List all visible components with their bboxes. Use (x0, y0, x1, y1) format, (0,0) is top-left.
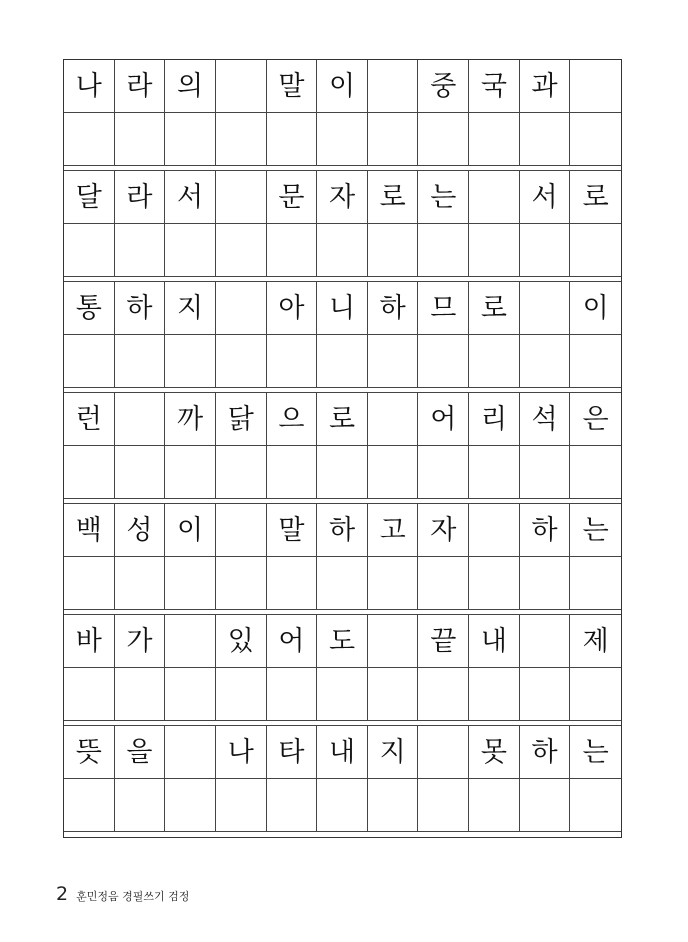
model-character-cell: 서 (165, 171, 216, 224)
model-character-cell: 아 (267, 282, 318, 335)
practice-cell[interactable] (317, 668, 368, 721)
practice-cell[interactable] (317, 779, 368, 832)
model-character-cell: 나 (64, 60, 115, 113)
practice-cell[interactable] (418, 224, 469, 277)
model-character-cell: 리 (469, 393, 520, 446)
practice-cell[interactable] (267, 335, 318, 388)
practice-cell[interactable] (64, 335, 115, 388)
writing-grid (63, 59, 622, 838)
model-character-cell (216, 504, 267, 557)
model-character-cell: 지 (165, 282, 216, 335)
model-character-cell: 어 (267, 615, 318, 668)
model-character-cell: 서 (520, 171, 571, 224)
model-character-cell: 로 (317, 393, 368, 446)
practice-cell[interactable] (317, 113, 368, 166)
model-character-cell: 는 (418, 171, 469, 224)
practice-cell[interactable] (368, 557, 419, 610)
model-character-cell: 말 (267, 60, 318, 113)
model-character-cell: 은 (570, 393, 621, 446)
practice-cell[interactable] (570, 224, 621, 277)
practice-cell[interactable] (267, 446, 318, 499)
practice-cell[interactable] (469, 113, 520, 166)
practice-cell[interactable] (64, 113, 115, 166)
practice-cell[interactable] (115, 557, 166, 610)
model-character-cell (520, 615, 571, 668)
model-character-cell: 달 (64, 171, 115, 224)
practice-cell[interactable] (165, 113, 216, 166)
model-character-cell: 하 (115, 282, 166, 335)
practice-cell[interactable] (64, 446, 115, 499)
model-character-cell (368, 393, 419, 446)
model-character-cell: 하 (317, 504, 368, 557)
model-character-cell: 제 (570, 615, 621, 668)
model-character-cell (368, 615, 419, 668)
practice-cell[interactable] (469, 446, 520, 499)
model-character-cell: 가 (115, 615, 166, 668)
model-text-row (64, 171, 621, 224)
practice-cell[interactable] (368, 224, 419, 277)
model-character-cell: 이 (165, 504, 216, 557)
practice-cell[interactable] (115, 446, 166, 499)
practice-cell[interactable] (418, 557, 469, 610)
line-block (64, 282, 621, 393)
line-block (64, 393, 621, 504)
model-character-cell: 문 (267, 171, 318, 224)
practice-row (64, 335, 621, 388)
practice-cell[interactable] (64, 224, 115, 277)
practice-cell[interactable] (469, 557, 520, 610)
practice-cell[interactable] (115, 113, 166, 166)
model-character-cell: 런 (64, 393, 115, 446)
practice-cell[interactable] (64, 668, 115, 721)
model-character-cell (216, 60, 267, 113)
model-character-cell: 로 (469, 282, 520, 335)
model-character-cell: 을 (115, 726, 166, 779)
practice-cell[interactable] (64, 557, 115, 610)
model-character-cell: 이 (570, 282, 621, 335)
model-character-cell: 라 (115, 171, 166, 224)
model-character-cell: 므 (418, 282, 469, 335)
model-character-cell (469, 171, 520, 224)
practice-row (64, 113, 621, 166)
model-character-cell: 바 (64, 615, 115, 668)
model-character-cell: 하 (520, 504, 571, 557)
practice-cell[interactable] (520, 224, 571, 277)
model-character-cell: 타 (267, 726, 318, 779)
model-text-row (64, 282, 621, 335)
model-character-cell: 하 (520, 726, 571, 779)
model-character-cell (165, 726, 216, 779)
model-character-cell (520, 282, 571, 335)
practice-row (64, 668, 621, 721)
line-block (64, 60, 621, 171)
practice-cell[interactable] (570, 113, 621, 166)
model-character-cell: 내 (469, 615, 520, 668)
practice-cell[interactable] (418, 446, 469, 499)
model-character-cell: 는 (570, 726, 621, 779)
practice-cell[interactable] (418, 779, 469, 832)
practice-cell[interactable] (267, 113, 318, 166)
practice-cell[interactable] (64, 779, 115, 832)
page-footer (56, 883, 189, 905)
model-text-row (64, 393, 621, 446)
page-number: 2 (56, 883, 69, 905)
practice-cell[interactable] (317, 224, 368, 277)
model-character-cell: 성 (115, 504, 166, 557)
model-character-cell: 백 (64, 504, 115, 557)
practice-cell[interactable] (216, 779, 267, 832)
practice-cell[interactable] (570, 779, 621, 832)
model-character-cell: 로 (368, 171, 419, 224)
practice-cell[interactable] (520, 113, 571, 166)
model-text-row (64, 60, 621, 113)
model-character-cell: 중 (418, 60, 469, 113)
model-character-cell (469, 504, 520, 557)
model-character-cell: 고 (368, 504, 419, 557)
model-character-cell (115, 393, 166, 446)
practice-cell[interactable] (165, 668, 216, 721)
model-character-cell: 내 (317, 726, 368, 779)
model-character-cell: 못 (469, 726, 520, 779)
practice-cell[interactable] (216, 335, 267, 388)
model-character-cell: 의 (165, 60, 216, 113)
practice-cell[interactable] (267, 779, 318, 832)
model-character-cell (368, 60, 419, 113)
practice-cell[interactable] (368, 446, 419, 499)
practice-cell[interactable] (418, 335, 469, 388)
line-block (64, 171, 621, 282)
practice-row (64, 557, 621, 610)
practice-cell[interactable] (520, 446, 571, 499)
model-character-cell: 라 (115, 60, 166, 113)
practice-cell[interactable] (317, 557, 368, 610)
practice-row (64, 779, 621, 832)
model-character-cell: 닭 (216, 393, 267, 446)
practice-cell[interactable] (317, 335, 368, 388)
practice-cell[interactable] (267, 557, 318, 610)
practice-cell[interactable] (165, 779, 216, 832)
row-separator (64, 832, 621, 837)
practice-cell[interactable] (115, 779, 166, 832)
model-character-cell: 니 (317, 282, 368, 335)
practice-cell[interactable] (520, 335, 571, 388)
model-text-row (64, 726, 621, 779)
practice-cell[interactable] (317, 446, 368, 499)
practice-cell[interactable] (115, 224, 166, 277)
book-title: 훈민정음 경필쓰기 검정 (76, 890, 190, 903)
practice-cell[interactable] (418, 668, 469, 721)
practice-cell[interactable] (368, 779, 419, 832)
practice-cell[interactable] (216, 224, 267, 277)
practice-cell[interactable] (520, 779, 571, 832)
model-character-cell: 이 (317, 60, 368, 113)
practice-cell[interactable] (469, 224, 520, 277)
model-character-cell: 어 (418, 393, 469, 446)
practice-cell[interactable] (368, 335, 419, 388)
practice-cell[interactable] (469, 335, 520, 388)
practice-cell[interactable] (216, 446, 267, 499)
model-character-cell: 국 (469, 60, 520, 113)
model-text-row (64, 615, 621, 668)
practice-cell[interactable] (570, 335, 621, 388)
model-character-cell: 까 (165, 393, 216, 446)
practice-cell[interactable] (115, 335, 166, 388)
model-character-cell: 끝 (418, 615, 469, 668)
line-block (64, 726, 621, 837)
model-character-cell (165, 615, 216, 668)
practice-cell[interactable] (520, 557, 571, 610)
practice-cell[interactable] (165, 446, 216, 499)
model-character-cell: 있 (216, 615, 267, 668)
model-character-cell: 말 (267, 504, 318, 557)
model-character-cell: 과 (520, 60, 571, 113)
practice-cell[interactable] (570, 668, 621, 721)
model-character-cell (216, 171, 267, 224)
practice-cell[interactable] (520, 668, 571, 721)
model-character-cell: 는 (570, 504, 621, 557)
practice-cell[interactable] (570, 446, 621, 499)
model-character-cell: 자 (317, 171, 368, 224)
practice-cell[interactable] (469, 779, 520, 832)
model-character-cell: 석 (520, 393, 571, 446)
model-character-cell: 로 (570, 171, 621, 224)
model-character-cell: 통 (64, 282, 115, 335)
practice-cell[interactable] (216, 557, 267, 610)
practice-cell[interactable] (418, 113, 469, 166)
practice-cell[interactable] (165, 557, 216, 610)
model-character-cell (216, 282, 267, 335)
line-block (64, 615, 621, 726)
practice-cell[interactable] (115, 668, 166, 721)
practice-cell[interactable] (469, 668, 520, 721)
practice-row (64, 224, 621, 277)
model-character-cell: 으 (267, 393, 318, 446)
model-text-row (64, 504, 621, 557)
model-character-cell: 하 (368, 282, 419, 335)
practice-cell[interactable] (267, 224, 318, 277)
model-character-cell: 도 (317, 615, 368, 668)
model-character-cell: 뜻 (64, 726, 115, 779)
model-character-cell (418, 726, 469, 779)
model-character-cell: 지 (368, 726, 419, 779)
practice-cell[interactable] (216, 113, 267, 166)
line-block (64, 504, 621, 615)
practice-row (64, 446, 621, 499)
practice-cell[interactable] (216, 668, 267, 721)
model-character-cell (570, 60, 621, 113)
practice-cell[interactable] (570, 557, 621, 610)
practice-cell[interactable] (165, 335, 216, 388)
model-character-cell: 나 (216, 726, 267, 779)
practice-cell[interactable] (267, 668, 318, 721)
practice-cell[interactable] (368, 668, 419, 721)
model-character-cell: 자 (418, 504, 469, 557)
practice-cell[interactable] (165, 224, 216, 277)
practice-cell[interactable] (368, 113, 419, 166)
